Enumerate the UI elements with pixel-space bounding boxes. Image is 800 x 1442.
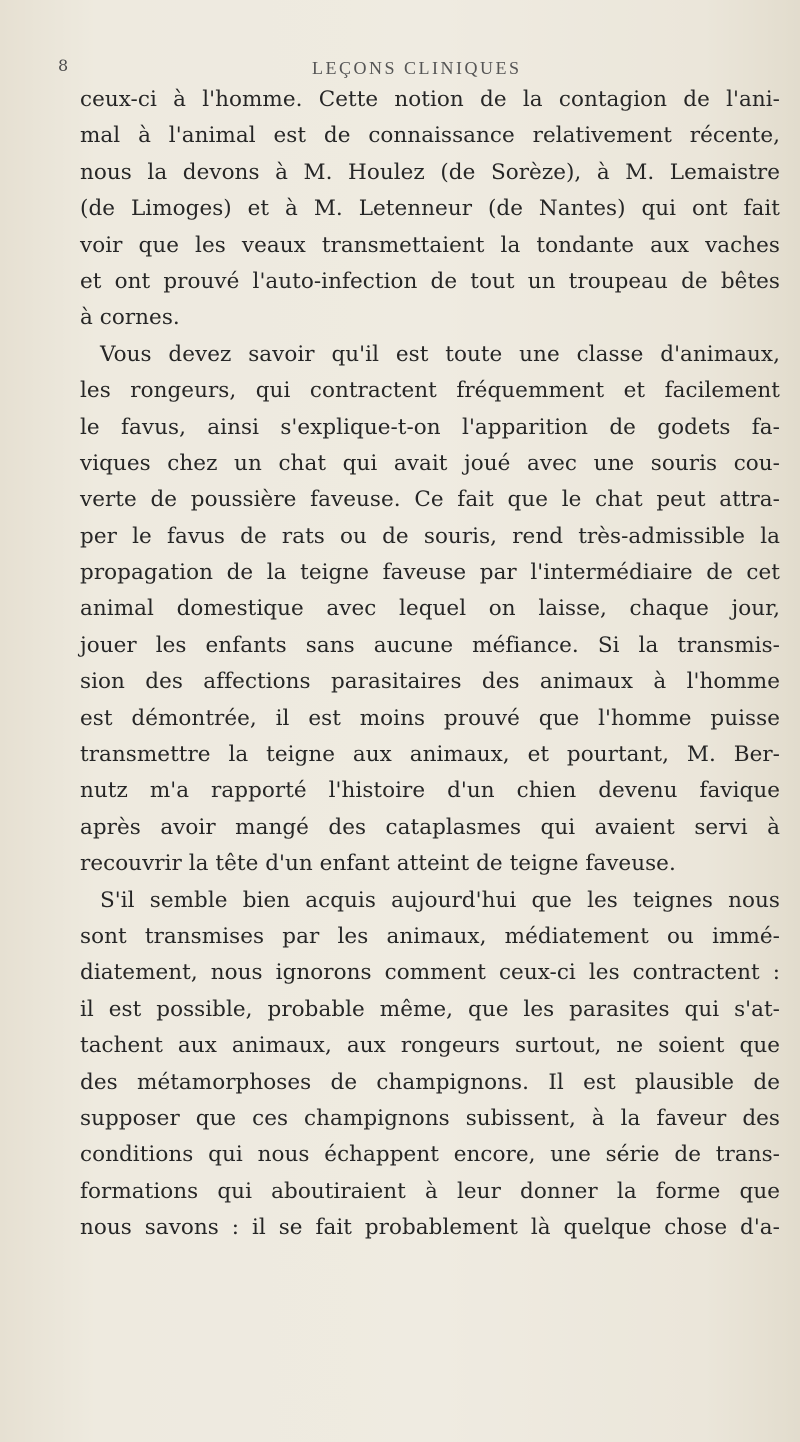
text-line: nous la devons à M. Houlez (de Sorèze), à M. Lemaistre (80, 159, 780, 185)
text-line: S'il semble bien acquis aujourd'hui que les teignes nous (100, 887, 780, 913)
text-line: supposer que ces champignons subissent, à la faveur des (80, 1105, 780, 1131)
text-line: formations qui aboutiraient à leur donner la forme que (80, 1178, 780, 1204)
text-line: viques chez un chat qui avait joué avec une souris cou- (80, 450, 780, 476)
text-line: est démontrée, il est moins prouvé que l'homme puisse (80, 705, 780, 731)
body-text (80, 82, 780, 1247)
text-line: transmettre la teigne aux animaux, et pourtant, M. Ber- (80, 742, 780, 768)
text-line: ceux-ci à l'homme. Cette notion de la contagion de l'ani- (80, 87, 780, 112)
text-line: mal à l'animal est de connaissance relativement récente, (80, 123, 780, 149)
text-line: et ont prouvé l'auto-infection de tout un troupeau de bêtes (80, 268, 780, 294)
text-line: propagation de la teigne faveuse par l'intermédiaire de cet (80, 560, 780, 586)
text-line: nutz m'a rapporté l'histoire d'un chien devenu favique (80, 778, 780, 804)
text-line: conditions qui nous échappent encore, une série de trans- (80, 1142, 780, 1168)
text-line: diatement, nous ignorons comment ceux-ci les contractent : (80, 960, 780, 986)
text-line: Vous devez savoir qu'il est toute une classe d'animaux, (100, 341, 780, 367)
text-line: après avoir mangé des cataplasmes qui avaient servi à (80, 814, 780, 840)
text-line: animal domestique avec lequel on laisse, chaque jour, (80, 596, 780, 622)
text-line: des métamorphoses de champignons. Il est plausible de (80, 1069, 780, 1095)
text-line: à cornes. (80, 305, 180, 331)
text-line: recouvrir la tête d'un enfant atteint de teigne faveuse. (80, 851, 676, 877)
text-line: sion des affections parasitaires des animaux à l'homme (80, 669, 780, 695)
text-line: nous savons : il se fait probablement là quelque chose d'a- (80, 1215, 780, 1241)
text-line: il est possible, probable même, que les parasites qui s'at- (80, 996, 780, 1022)
running-title: LEÇONS CLINIQUES (312, 58, 522, 78)
text-line: tachent aux animaux, aux rongeurs surtout, ne soient que (80, 1033, 780, 1059)
text-line: verte de poussière faveuse. Ce fait que le chat peut attra- (80, 487, 780, 513)
text-line: per le favus de rats ou de souris, rend très-admissible la (80, 523, 780, 549)
text-line: le favus, ainsi s'explique-t-on l'apparition de godets fa- (80, 414, 780, 440)
page-number: 8 (58, 56, 69, 75)
text-line: sont transmises par les animaux, médiatement ou immé- (80, 923, 780, 949)
text-line: jouer les enfants sans aucune méfiance. Si la transmis- (80, 632, 780, 658)
text-line: voir que les veaux transmettaient la tondante aux vaches (80, 232, 780, 258)
text-line: les rongeurs, qui contractent fréquemment et facilement (80, 378, 780, 404)
text-line: (de Limoges) et à M. Letenneur (de Nantes) qui ont fait (80, 196, 780, 222)
